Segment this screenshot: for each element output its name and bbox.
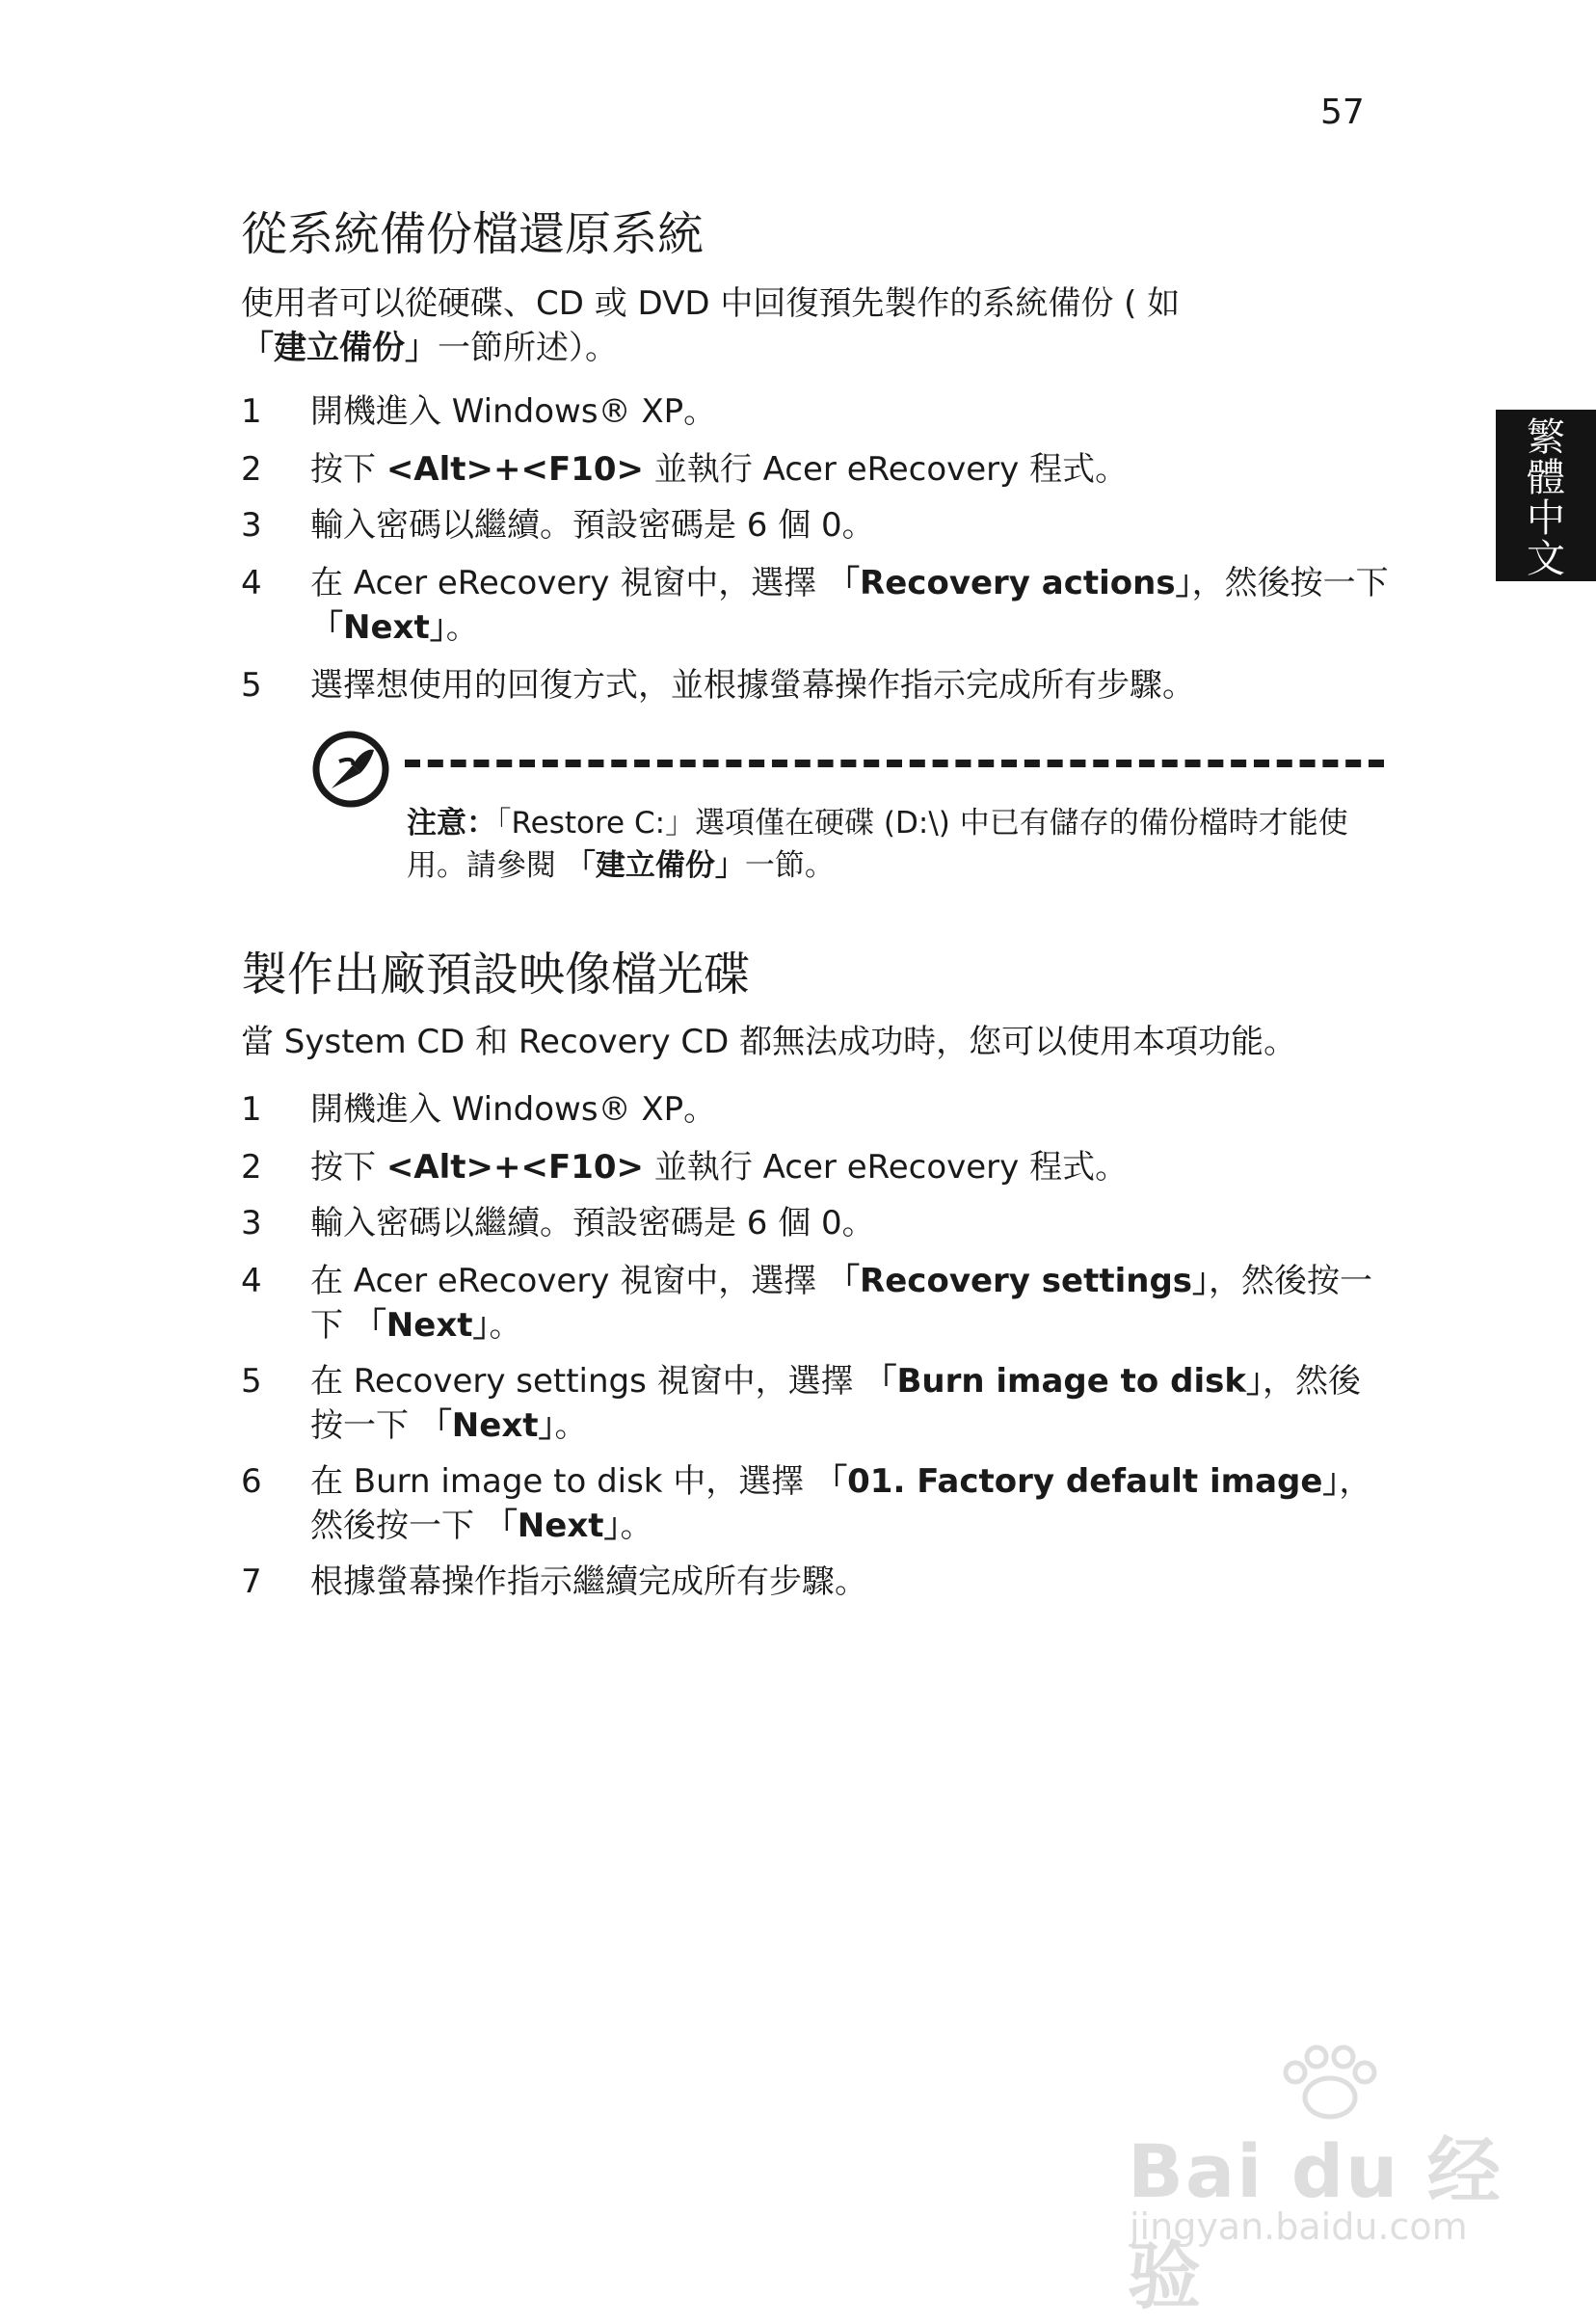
step-text: 按下 <Alt>+<F10> 並執行 Acer eRecovery 程式。 — [310, 1148, 1129, 1187]
step-text: 按下 <Alt>+<F10> 並執行 Acer eRecovery 程式。 — [310, 450, 1129, 489]
step-number: 5 — [241, 666, 262, 705]
step-number: 1 — [241, 392, 262, 431]
step-number: 4 — [241, 564, 262, 602]
step-number: 2 — [241, 450, 262, 489]
step-number: 2 — [241, 1148, 262, 1187]
step-text: 在 Recovery settings 視窗中，選擇 「Burn image to disk」，然後按一下 「Next」。 — [310, 1362, 1361, 1445]
note-icon — [310, 729, 391, 810]
step-text: 選擇想使用的回復方式，並根據螢幕操作指示完成所有步驟。 — [310, 666, 1195, 705]
step-number: 3 — [241, 506, 262, 545]
note-divider — [405, 760, 1384, 767]
watermark-brand: Bai du 经验 — [1128, 2128, 1503, 2319]
step-text: 開機進入 Windows® XP。 — [310, 392, 717, 431]
step-text: 根據螢幕操作指示繼續完成所有步驟。 — [310, 1562, 867, 1601]
page-number: 57 — [1320, 93, 1365, 132]
step-text: 輸入密碼以繼續。預設密碼是 6 個 0。 — [310, 506, 875, 545]
language-tab-char: 中 — [1527, 496, 1565, 541]
paw-icon — [1272, 2043, 1388, 2121]
step-number: 1 — [241, 1090, 262, 1129]
step-number: 4 — [241, 1262, 262, 1300]
watermark-url: jingyan.baidu.com — [1130, 2205, 1468, 2248]
language-tab-char: 文 — [1527, 537, 1565, 581]
step-text: 在 Acer eRecovery 視窗中，選擇 「Recovery actions」，然後按一下 「Next」。 — [310, 564, 1389, 647]
baidu-watermark — [1108, 2043, 1513, 2319]
step-number: 7 — [241, 1562, 262, 1601]
section1-intro: 使用者可以從硬碟、CD 或 DVD 中回復預先製作的系統備份 ( 如 「建立備份」一節所述）。 — [241, 284, 1181, 367]
step-number: 3 — [241, 1204, 262, 1242]
step-number: 6 — [241, 1462, 262, 1501]
step-number: 5 — [241, 1362, 262, 1401]
step-text: 在 Acer eRecovery 視窗中，選擇 「Recovery settings」，然後按一下 「Next」。 — [310, 1262, 1373, 1345]
language-tab-char: 體 — [1527, 456, 1565, 500]
bold-reference: 「建立備份」 — [241, 329, 438, 367]
note-text: 注意：「Restore C:」選項僅在硬碟 (D:\) 中已有儲存的備份檔時才能使用。請參閱 「建立備份」一節。 — [407, 806, 1348, 883]
step-text: 在 Burn image to disk 中，選擇 「01. Factory default image」，然後按一下 「Next」。 — [310, 1462, 1372, 1545]
section-title-restore: 從系統備份檔還原系統 — [241, 207, 705, 261]
language-tab-char: 繁 — [1527, 415, 1565, 460]
note-label: 注意： — [407, 806, 496, 841]
step-text: 開機進入 Windows® XP。 — [310, 1090, 717, 1129]
section2-intro: 當 System CD 和 Recovery CD 都無法成功時，您可以使用本項功能。 — [241, 1023, 1297, 1061]
section-title-factory-image: 製作出廠預設映像檔光碟 — [241, 948, 751, 1001]
step-text: 輸入密碼以繼續。預設密碼是 6 個 0。 — [310, 1204, 875, 1242]
language-tab — [1496, 410, 1596, 581]
